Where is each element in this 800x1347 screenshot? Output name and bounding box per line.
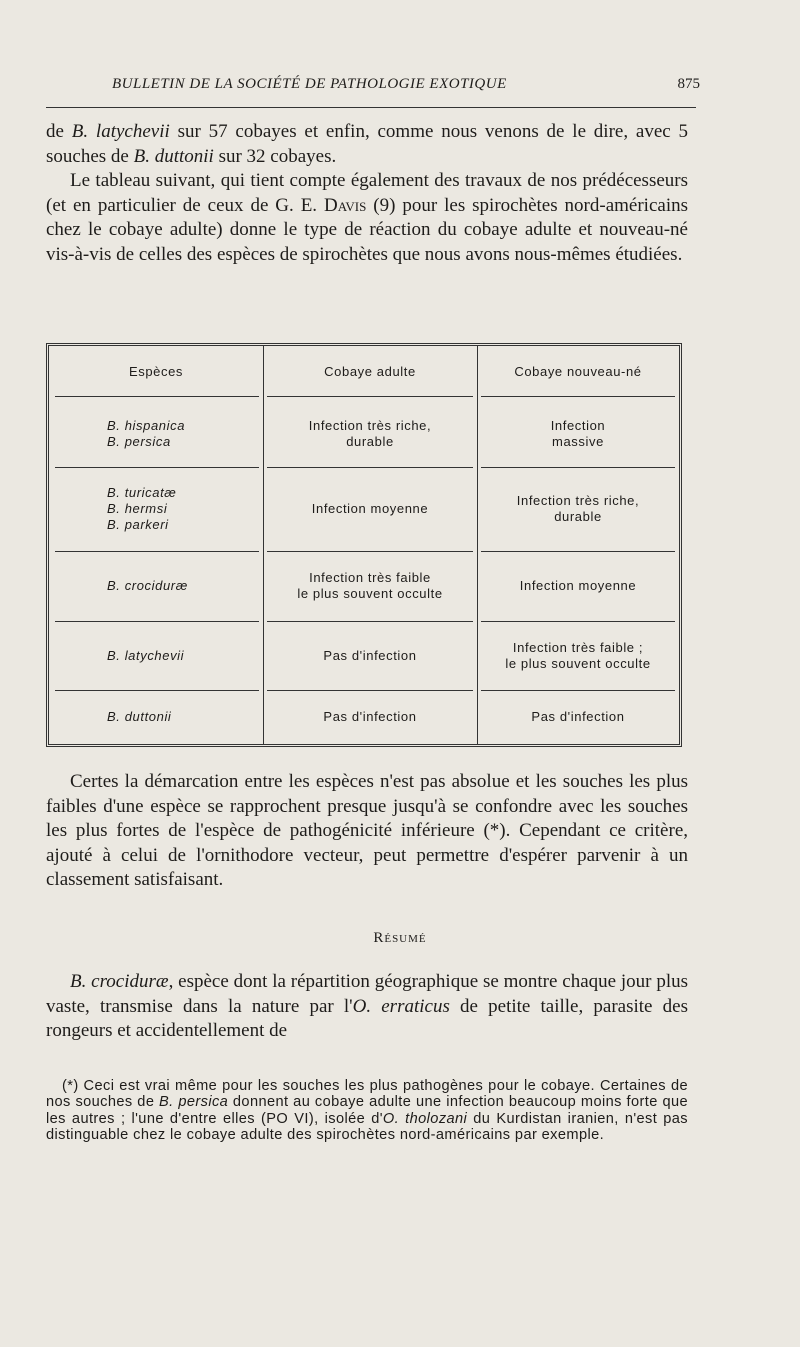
journal-title: BULLETIN DE LA SOCIÉTÉ DE PATHOLOGIE EXOTIQUE [112, 76, 507, 92]
table-cell-nouveau-ne: Pas d'infection [531, 709, 625, 724]
header-especes: Espèces [128, 363, 184, 379]
section-title-resume: Résumé [373, 930, 427, 946]
paragraph-3: Certes la démarcation entre les espèces n'est pas absolue et les souches les plus faibles d'une espèce se rapprochent presque jusqu'à se confondre avec les souches les plus fortes de l'espèce de pathogénicité inférieure (*). Cependant ce critère, ajouté à celui de l'ornithodore vecteur, peut permettre d'espérer parvenir à un classement satisfaisant. [46, 771, 688, 891]
table-row-species: B. hispanica B. persica [107, 418, 186, 449]
paragraph-2: Le tableau suivant, qui tient compte également des travaux de nos prédécesseurs (et en particulier de ceux de G. E. Davis (9) pour les spirochètes nord-américains chez le cobaye adulte) donne le type de réaction du cobaye adulte et nouveau-né vis-à-vis de celles des espèces de spirochètes que nous avons nous-mêmes étudiées. [46, 170, 688, 265]
table-cell-nouveau-ne: Infection moyenne [519, 578, 637, 593]
table-row-species: B. duttonii [107, 709, 172, 724]
table-cell-adulte: Pas d'infection [323, 709, 417, 724]
table-cell-adulte: Infection moyenne [311, 501, 429, 516]
table-cell-adulte: Infection très riche, durable [308, 418, 432, 449]
table-cell-nouveau-ne: Infection massive [550, 418, 606, 449]
table-row-species: B. latychevii [107, 647, 185, 663]
table-row-species: B. crociduræ [107, 578, 188, 593]
paragraph-1: de B. latychevii sur 57 cobayes et enfin, comme nous venons de le dire, avec 5 souches de B. duttonii sur 32 cobayes. [46, 121, 689, 167]
table-cell-adulte: Infection très faible le plus souvent occulte [297, 570, 443, 601]
header-rule [46, 107, 696, 108]
table-row-species: B. turicatæ B. hermsi B. parkeri [107, 485, 177, 532]
page-number: 875 [677, 76, 700, 92]
paragraph-4: B. crociduræ, espèce dont la répartition géographique se montre chaque jour plus vaste, transmise dans la nature par l'O. erraticus de petite taille, parasite des rongeurs et accidentellement de [46, 971, 688, 1042]
results-table [46, 343, 682, 747]
table-cell-nouveau-ne: Infection très faible ; le plus souvent occulte [505, 639, 651, 671]
table-cell-nouveau-ne: Infection très riche, durable [516, 493, 640, 524]
footnote: (*) Ceci est vrai même pour les souches les plus pathogènes pour le cobaye. Certaines de nos souches de B. persica donnent au cobaye adulte une infection beaucoup moins forte que les autres ; l'une d'entre elles (PO VI), isolée d'O. tholozani du Kurdistan iranien, n'est pas distinguable chez le cobaye adulte des spirochètes nord-américains par exemple. [46, 1078, 688, 1144]
table-cell-adulte: Pas d'infection [323, 647, 417, 663]
header-cobaye-nouveau-ne: Cobaye nouveau-né [514, 363, 642, 379]
running-header [112, 76, 700, 93]
header-cobaye-adulte: Cobaye adulte [324, 363, 416, 379]
intro-text [46, 120, 688, 268]
